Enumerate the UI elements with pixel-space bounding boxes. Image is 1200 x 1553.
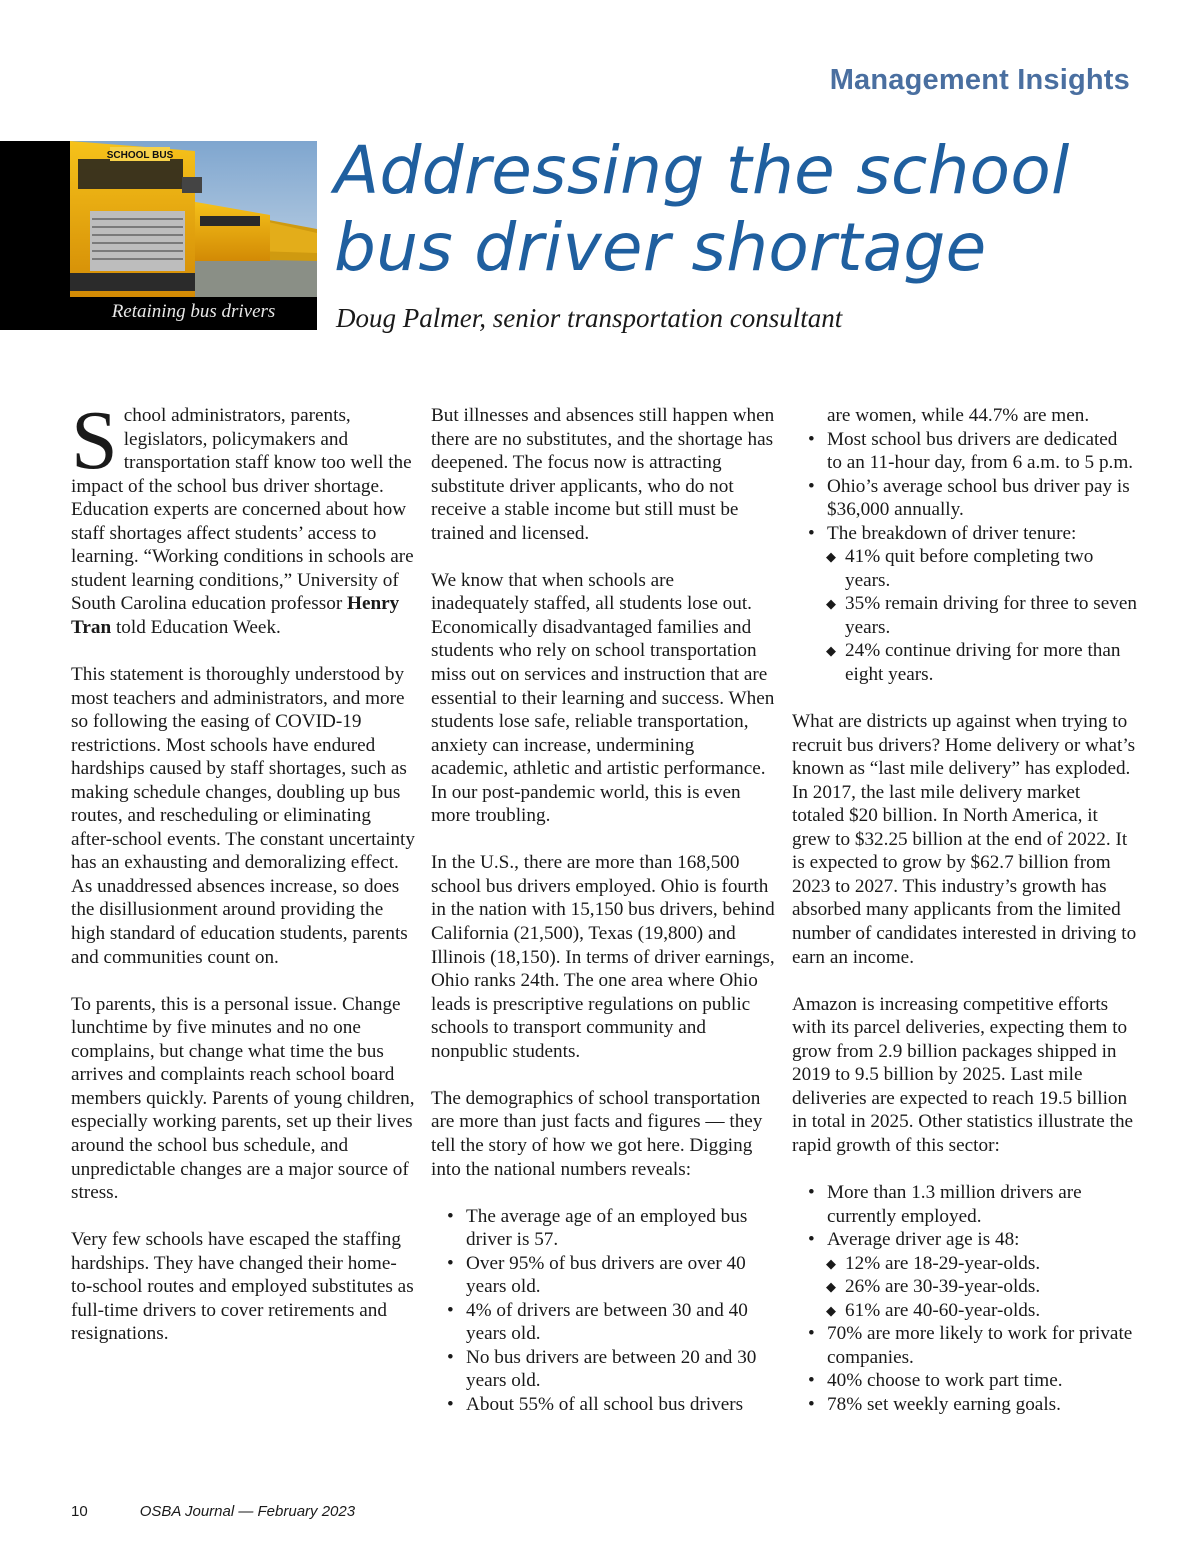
tenure-sublist [827, 545, 1137, 686]
paragraph: This statement is thoroughly understood by most teachers and administrators, and more so following the easing of COVID-19 restrictions. Most schools have endured hardships caused by staff shortages, such as making schedule changes, doubling up bus routes, and rescheduling or eliminating after-school events. The constant uncertainty has an exhausting and demoralizing effect. As unaddressed absences increase, so does the disillusionment around providing the high standard of education students, parents and communities count on. [71, 664, 415, 968]
section-label: Management Insights [829, 64, 1130, 96]
paragraph-text: told Education Week. [111, 616, 281, 638]
list-item [792, 1228, 1137, 1322]
list-item: • Ohio’s average school bus driver pay is $36,000 annually. [792, 475, 1137, 522]
title-line-2: bus driver shortage [334, 209, 987, 286]
article-title [334, 132, 1154, 286]
list-item [792, 522, 1137, 687]
paragraph: In the U.S., there are more than 168,500 school bus drivers employed. Ohio is fourth in the nation with 15,150 bus drivers, behind California (21,500), Texas (19,800) and Illinois (18,150). In terms of driver earnings, Ohio ranks 24th. The one area where Ohio leads is prescriptive regulations on public schools to transport community and nonpublic students. [431, 852, 775, 1062]
paragraph: The demographics of school transportation are more than just facts and figures — they tell the story of how we got here. Digging into the national numbers reveals: [431, 1087, 763, 1180]
list-item: • 78% set weekly earning goals. [792, 1393, 1137, 1417]
sub-list-item: ◆ 41% quit before completing two years. [792, 545, 1137, 592]
paragraph: To parents, this is a personal issue. Change lunchtime by five minutes and no one complains, but change what time the bus arrives and complaints reach school board members quickly. Parents of young children, especially working parents, set up their lives around the school bus schedule, and unpredictable changes are a major source of stress. [71, 993, 415, 1204]
paragraph [71, 394, 416, 639]
paragraph-text: chool administrators, parents, legislators, policymakers and transportation staff know too well the impact of the school bus driver shortage. Education experts are concerned about how staff shortages affect students’ access to learning. “Working conditions in schools are student learning conditions,” University of South Carolina education professor [71, 405, 414, 615]
age-sublist [827, 1252, 1137, 1323]
list-item-text: The breakdown of driver tenure: [827, 522, 1077, 544]
person-name: Henry Tran [71, 593, 400, 638]
paragraph: Very few schools have escaped the staffing hardships. They have changed their home-to-school routes and employed substitutes as full-time drivers to cover retirements and resignations. [71, 1229, 414, 1345]
drop-cap: S [71, 394, 118, 487]
page-number: 10 [71, 1503, 88, 1520]
article-column-2 [431, 404, 776, 1440]
list-item: • Most school bus drivers are dedicated to an 11-hour day, from 6 a.m. to 5 p.m. [792, 428, 1137, 475]
list-item: • Over 95% of bus drivers are over 40 years old. [431, 1252, 776, 1299]
paragraph: But illnesses and absences still happen when there are no substitutes, and the shortage has deepened. The focus now is attracting substitute driver applicants, who do not receive a stable income but still must be trained and licensed. [431, 405, 775, 544]
photo-caption: Retaining bus drivers [111, 301, 276, 322]
paragraph: Amazon is increasing competitive efforts with its parcel deliveries, expecting them to grow from 2.9 billion packages shipped in 2019 to 9.5 billion by 2025. Last mile deliveries are expected to reach 19.5 billion in total in 2025. Other statistics illustrate the rapid growth of this sector: [792, 993, 1134, 1156]
demographics-list [431, 1205, 776, 1417]
sub-list-item: ◆ 12% are 18-29-year-olds. [792, 1252, 1137, 1276]
list-item: • 4% of drivers are between 30 and 40 years old. [431, 1299, 776, 1346]
header-photo-block [0, 141, 317, 330]
sub-list-item: ◆ 24% continue driving for more than eight years. [792, 639, 1137, 686]
sub-list-item: ◆ 26% are 30-39-year-olds. [792, 1275, 1137, 1299]
list-item: • The average age of an employed bus driver is 57. [431, 1205, 776, 1252]
paragraph: We know that when schools are inadequately staffed, all students lose out. Economically disadvantaged families and students who rely on school transportation miss out on services and instruction that are essential to their learning and success. When students lose safe, reliable transportation, anxiety can increase, undermining academic, athletic and artistic performance. In our post-pandemic world, this is even more troubling. [431, 569, 775, 827]
school-bus-photo [70, 141, 317, 297]
article-column-3 [792, 404, 1137, 1440]
title-line-1: Addressing the school [334, 132, 1070, 209]
list-item: • 40% choose to work part time. [792, 1369, 1137, 1393]
sub-list-item: ◆ 61% are 40-60-year-olds. [792, 1299, 1137, 1323]
list-item: • About 55% of all school bus drivers [431, 1393, 776, 1417]
article-column-1 [71, 394, 416, 1369]
page-footer [71, 1503, 355, 1520]
list-item: • More than 1.3 million drivers are currently employed. [792, 1181, 1137, 1228]
list-item: • 70% are more likely to work for private companies. [792, 1322, 1137, 1369]
bus-sign-text: SCHOOL BUS [106, 150, 174, 161]
driver-facts-list [792, 428, 1137, 687]
list-item-continued: are women, while 44.7% are men. [827, 405, 1090, 426]
paragraph: What are districts up against when trying to recruit bus drivers? Home delivery or what’s known as “last mile delivery” has exploded. In 2017, the last mile delivery market totaled $20 billion. In North America, it grew to $32.25 billion at the end of 2022. It is expected to grow by $62.7 billion from 2023 to 2027. This industry’s growth has absorbed many applicants from the limited number of candidates interested in driving to earn an income. [792, 711, 1137, 968]
article-byline: Doug Palmer, senior transportation consultant [336, 303, 843, 333]
sector-stats-list [792, 1181, 1137, 1416]
sub-list-item: ◆ 35% remain driving for three to seven years. [792, 592, 1137, 639]
list-item: • No bus drivers are between 20 and 30 years old. [431, 1346, 776, 1393]
list-item-text: Average driver age is 48: [827, 1229, 1020, 1251]
publication-name: OSBA Journal — February 2023 [139, 1503, 356, 1520]
